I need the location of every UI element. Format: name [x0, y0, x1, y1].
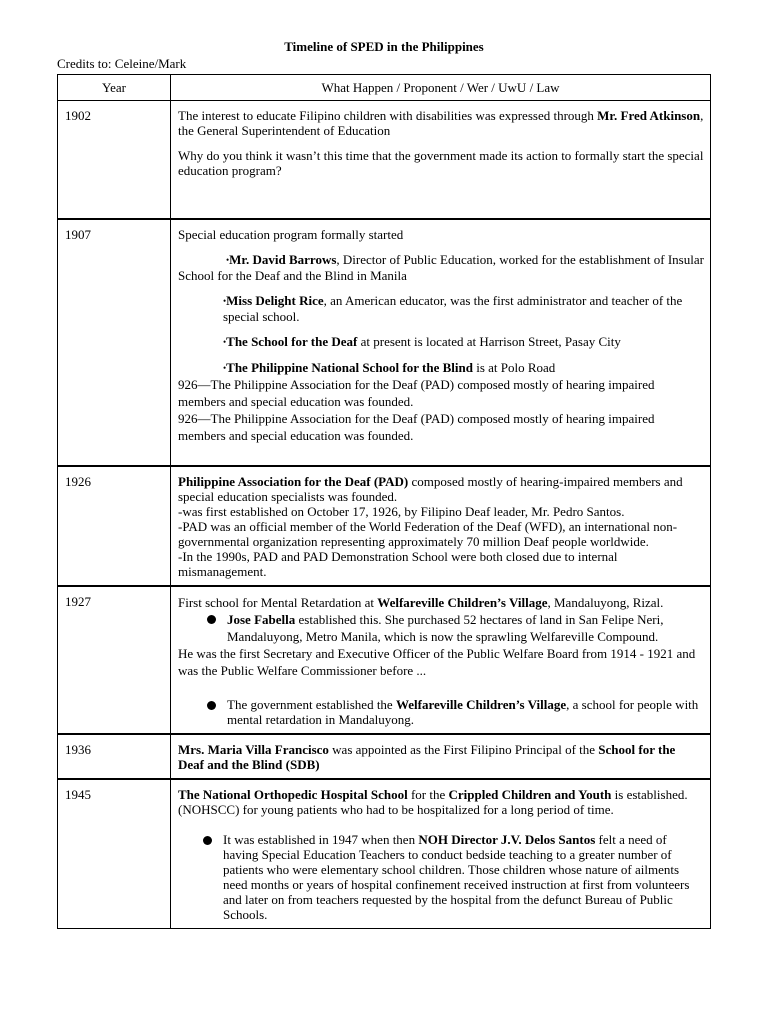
bullet-item: The government established the Welfareville Children’s Village, a school for people with mental retardation in Mandaluyong. [207, 697, 704, 727]
paragraph: Mrs. Maria Villa Francisco was appointed as the First Filipino Principal of the School for the Deaf and the Blind (SDB) [178, 742, 676, 772]
paragraph: -was first established on October 17, 1926, by Filipino Deaf leader, Mr. Pedro Santos. [178, 504, 625, 519]
event-cell [171, 734, 711, 779]
table-row-1902 [58, 101, 711, 220]
bullet-item: •The School for the Deaf at present is located at Harrison Street, Pasay City [223, 334, 621, 349]
event-cell [171, 219, 711, 466]
event-column-header: What Happen / Proponent / Wer / UwU / Law [171, 75, 711, 101]
bullet-dot-icon: • [223, 363, 227, 373]
event-cell [171, 586, 711, 734]
paragraph: Why do you think it wasn’t this time that the government made its action to formally start the special education program? [178, 148, 704, 178]
bullet-dot-icon: • [226, 255, 230, 265]
paragraph: Special education program formally started [178, 227, 404, 242]
bullet-list [178, 697, 704, 727]
year-cell: 1902 [58, 101, 171, 220]
table-row-1926 [58, 466, 711, 586]
table-row-1927 [58, 586, 711, 734]
table-row-1945 [58, 779, 711, 929]
paragraph: 926—The Philippine Association for the Deaf (PAD) composed mostly of hearing impaired members and special education was founded. [178, 377, 655, 409]
year-cell: 1926 [58, 466, 171, 586]
bullet-item: •Mr. David Barrows, Director of Public Education, worked for the establishment of Insular School for the Deaf and the Blind in Manila [178, 252, 704, 283]
page-title: Timeline of SPED in the Philippines [284, 39, 484, 54]
credits-line: Credits to: Celeine/Mark [57, 56, 187, 71]
paragraph: First school for Mental Retardation at Welfareville Children’s Village, Mandaluyong, Rizal. [178, 595, 664, 610]
bullet-dot-icon: • [223, 337, 227, 347]
event-cell [171, 779, 711, 929]
bullet-list [178, 611, 704, 645]
paragraph: He was the first Secretary and Executive Officer of the Public Welfare Board from 1914 - 1921 and was the Public Welfare Commissioner before ... [178, 646, 696, 678]
bullet-item: •Miss Delight Rice, an American educator, was the first administrator and teacher of the special school. [223, 293, 683, 324]
bullet-item: It was established in 1947 when then NOH Director J.V. Delos Santos felt a need of having Special Education Teachers to conduct bedside teaching to a greater number of patients who were elementary school children. Those children whose nature of ailments need months or years of hospital confinement received instruction at first from volunteers and later on from teachers requested by the hospital from the defunct Bureau of Public Schools. [203, 832, 704, 922]
bullet-item: Jose Fabella established this. She purchased 52 hectares of land in San Felipe Neri, Mandaluyong, Metro Manila, which is now the sprawling Welfareville Compound. [207, 611, 704, 645]
year-cell: 1945 [58, 779, 171, 929]
table-row-1936 [58, 734, 711, 779]
paragraph: -In the 1990s, PAD and PAD Demonstration School were both closed due to internal mismanagement. [178, 549, 618, 579]
paragraph: Philippine Association for the Deaf (PAD) composed mostly of hearing-impaired members and special education specialists was founded. [178, 474, 683, 504]
paragraph: -PAD was an official member of the World Federation of the Deaf (WFD), an international non-governmental organization representing approximately 70 million Deaf people worldwide. [178, 519, 678, 549]
bullet-dot-icon: • [223, 296, 227, 306]
year-cell: 1936 [58, 734, 171, 779]
year-column-header: Year [58, 75, 171, 101]
timeline-table [57, 74, 711, 929]
table-header-row [58, 75, 711, 101]
paragraph: The National Orthopedic Hospital School for the Crippled Children and Youth is established. (NOHSCC) for young patients who had to be hospitalized for a long period of time. [178, 787, 688, 817]
proponent-name: Mr. Fred Atkinson [597, 108, 701, 123]
year-cell: 1907 [58, 219, 171, 466]
table-row-1907 [58, 219, 711, 466]
paragraph: The interest to educate Filipino children with disabilities was expressed through Mr. Fred Atkinson, the General Superintendent of Education [178, 108, 704, 138]
bullet-list [178, 832, 704, 922]
paragraph: 926—The Philippine Association for the Deaf (PAD) composed mostly of hearing impaired members and special education was founded. [178, 411, 655, 443]
bullet-item: •The Philippine National School for the Blind is at Polo Road [223, 360, 556, 375]
event-cell [171, 101, 711, 220]
event-cell [171, 466, 711, 586]
year-cell: 1927 [58, 586, 171, 734]
